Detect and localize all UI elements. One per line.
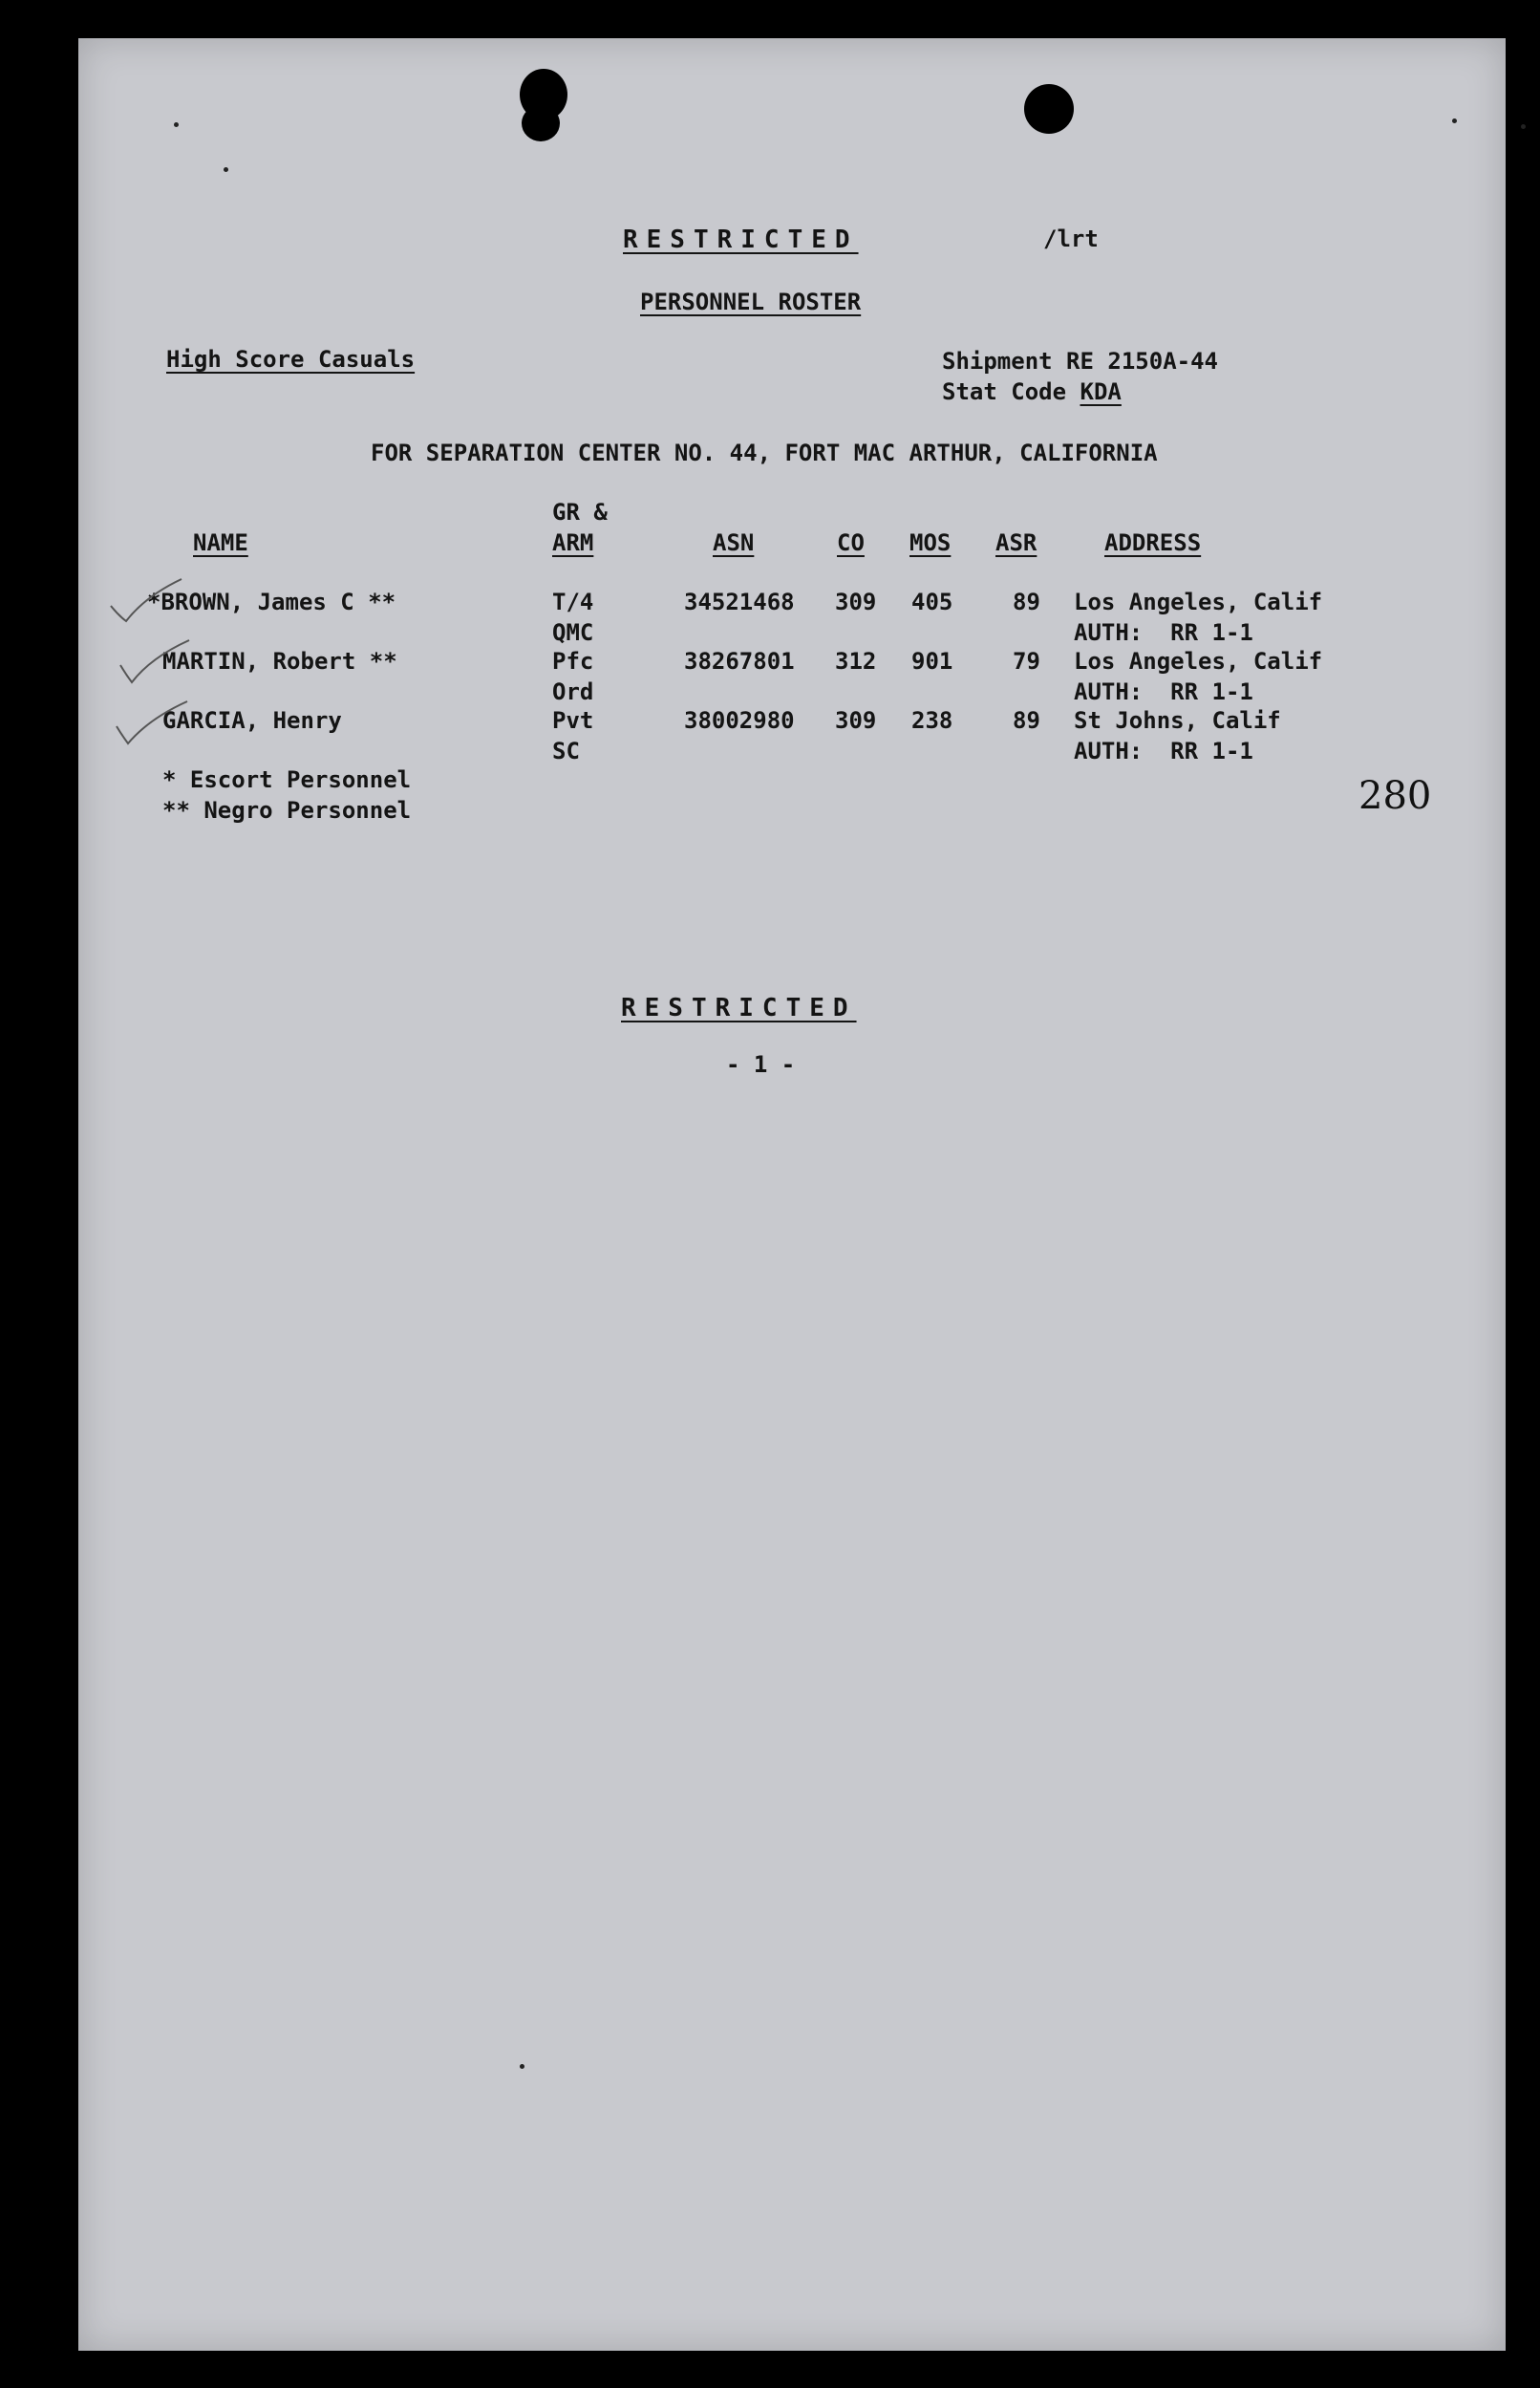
stat-code-label: Stat Code — [942, 378, 1080, 405]
column-header-address: ADDRESS — [1104, 529, 1202, 556]
document-page — [78, 38, 1506, 2351]
stamped-page-number: 280 — [1358, 774, 1432, 818]
column-header-co: CO — [837, 529, 865, 556]
stat-code-value: KDA — [1080, 378, 1122, 405]
row-mos: 238 — [911, 707, 953, 734]
row-auth: AUTH: RR 1-1 — [1074, 619, 1253, 646]
row-asr: 89 — [1013, 589, 1040, 615]
punch-hole-left-lower — [522, 105, 560, 141]
column-header-mos: MOS — [909, 529, 952, 556]
row-asr: 79 — [1013, 648, 1040, 675]
row-asn: 34521468 — [684, 589, 795, 615]
punch-hole-right — [1024, 84, 1074, 134]
pencil-check-icon — [113, 696, 189, 753]
pencil-check-icon — [107, 573, 183, 631]
row-mos: 405 — [911, 589, 953, 615]
group-name: High Score Casuals — [166, 346, 416, 373]
row-mos: 901 — [911, 648, 953, 675]
row-asn: 38002980 — [684, 707, 795, 734]
row-address: St Johns, Calif — [1074, 707, 1281, 734]
shipment-number: Shipment RE 2150A-44 — [942, 348, 1218, 375]
row-asn: 38267801 — [684, 648, 795, 675]
stat-code — [942, 378, 1122, 405]
row-name: GARCIA, Henry — [162, 707, 342, 734]
document-title: PERSONNEL ROSTER — [640, 289, 862, 315]
row-name: MARTIN, Robert ** — [162, 648, 397, 675]
row-address: Los Angeles, Calif — [1074, 648, 1323, 675]
document-reference: /lrt — [1043, 226, 1099, 252]
classification-top: RESTRICTED — [623, 226, 859, 254]
pencil-check-icon — [117, 636, 193, 694]
row-arm: SC — [552, 738, 580, 764]
speck — [1521, 124, 1526, 129]
speck — [1452, 118, 1457, 123]
speck — [224, 167, 228, 172]
speck — [174, 122, 179, 127]
row-co: 312 — [835, 648, 877, 675]
row-co: 309 — [835, 589, 877, 615]
footnote-negro: ** Negro Personnel — [162, 797, 412, 824]
row-auth: AUTH: RR 1-1 — [1074, 738, 1253, 764]
speck — [520, 2064, 524, 2069]
classification-bottom: RESTRICTED — [621, 994, 857, 1022]
destination-line: FOR SEPARATION CENTER NO. 44, FORT MAC ARTHUR, CALIFORNIA — [371, 440, 1158, 466]
row-arm: QMC — [552, 619, 594, 646]
column-header-name: NAME — [193, 529, 248, 556]
row-grade: T/4 — [552, 589, 594, 615]
row-grade: Pfc — [552, 648, 594, 675]
column-header-arm: ARM — [552, 529, 594, 556]
row-address: Los Angeles, Calif — [1074, 589, 1323, 615]
row-name: *BROWN, James C ** — [147, 589, 396, 615]
row-grade: Pvt — [552, 707, 594, 734]
footnote-escort: * Escort Personnel — [162, 766, 412, 793]
page-number: - 1 - — [726, 1051, 796, 1078]
column-header-asn: ASN — [713, 529, 755, 556]
row-co: 309 — [835, 707, 877, 734]
column-header-asr: ASR — [995, 529, 1037, 556]
row-arm: Ord — [552, 678, 594, 705]
column-header-gr: GR & — [552, 499, 608, 526]
row-asr: 89 — [1013, 707, 1040, 734]
row-auth: AUTH: RR 1-1 — [1074, 678, 1253, 705]
